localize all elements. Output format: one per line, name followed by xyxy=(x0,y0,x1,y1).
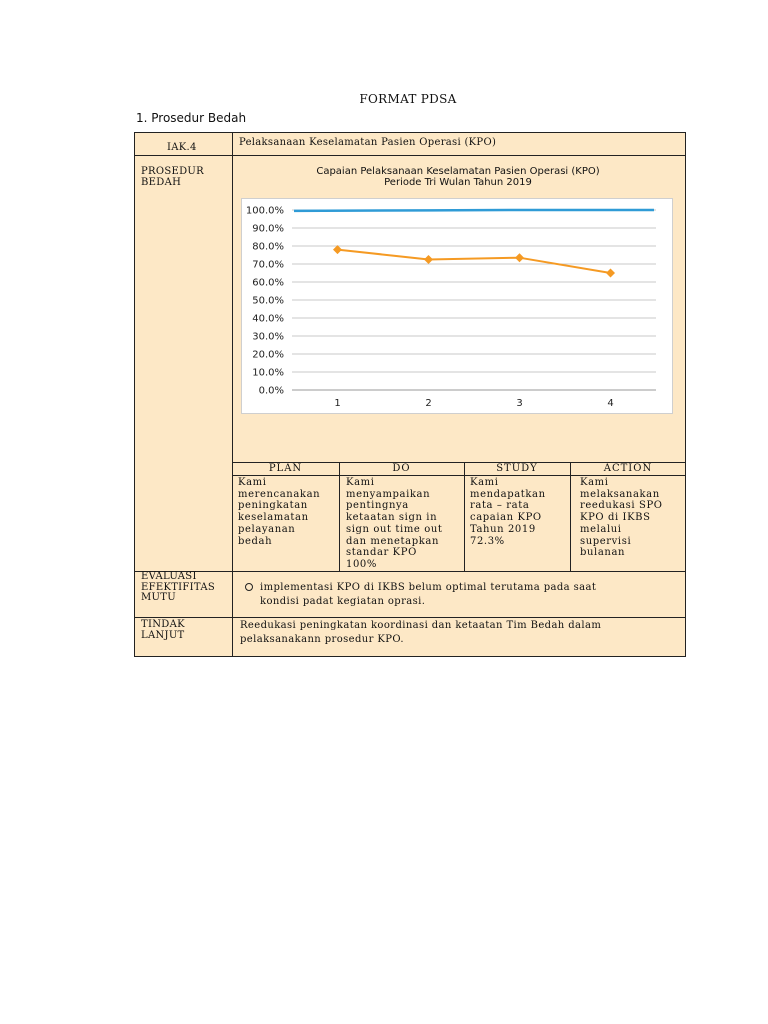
y-tick-label: 50.0% xyxy=(252,295,284,307)
y-tick-label: 60.0% xyxy=(252,277,284,289)
prosedur-label: BEDAH xyxy=(141,177,182,188)
table-divider xyxy=(339,462,340,572)
table-divider xyxy=(464,462,465,572)
section-heading: 1. Prosedur Bedah xyxy=(136,111,247,125)
chart-title: Capaian Pelaksanaan Keselamatan Pasien Operasi (KPO) xyxy=(316,166,600,177)
action-text: Kami melaksanakan reedukasi SPO KPO di IKBS melalui supervisi bulanan xyxy=(580,477,663,559)
table-divider xyxy=(570,462,571,572)
y-tick-label: 100.0% xyxy=(245,205,284,217)
x-tick-label: 1 xyxy=(334,398,341,409)
tindak-text: Reedukasi peningkatan koordinasi dan ketaatan Tim Bedah dalam pelaksanakann prosedur KPO. xyxy=(240,620,602,645)
page-title: FORMAT PDSA xyxy=(359,92,457,106)
table-divider xyxy=(232,132,233,657)
table-divider xyxy=(134,571,686,572)
y-tick-label: 80.0% xyxy=(252,241,284,253)
action-header: ACTION xyxy=(603,463,653,474)
evaluasi-text: implementasi KPO di IKBS belum optimal terutama pada saat kondisi padat kegiatan oprasi. xyxy=(260,582,597,607)
tindak-label: TINDAK LANJUT xyxy=(141,619,185,641)
y-tick-label: 10.0% xyxy=(252,367,284,379)
evaluasi-label: EVALUASI EFEKTIFITAS MUTU xyxy=(141,571,216,603)
y-tick-label: 30.0% xyxy=(252,331,284,343)
study-header: STUDY xyxy=(496,463,538,474)
x-tick-label: 3 xyxy=(516,398,523,409)
y-tick-label: 0.0% xyxy=(258,385,284,397)
y-tick-label: 90.0% xyxy=(252,223,284,235)
table-divider xyxy=(232,475,686,476)
bullet-icon xyxy=(245,583,253,591)
table-divider xyxy=(134,155,686,156)
y-tick-label: 70.0% xyxy=(252,259,284,271)
x-tick-label: 2 xyxy=(425,398,432,409)
iak-value: Pelaksanaan Keselamatan Pasien Operasi (KPO) xyxy=(239,137,497,148)
do-text: Kami menyampaikan pentingnya ketaatan sign in sign out time out dan menetapkan standar KPO 100% xyxy=(346,477,443,570)
study-text: Kami mendapatkan rata – rata capaian KPO Tahun 2019 72.3% xyxy=(470,477,546,547)
do-header: DO xyxy=(392,463,411,474)
prosedur-label: PROSEDUR xyxy=(141,166,204,177)
table-divider xyxy=(134,617,686,618)
y-tick-label: 40.0% xyxy=(252,313,284,325)
chart-subtitle: Periode Tri Wulan Tahun 2019 xyxy=(384,177,532,188)
plan-header: PLAN xyxy=(268,463,303,474)
plan-text: Kami merencanakan peningkatan keselamatan pelayanan bedah xyxy=(238,477,321,547)
chart-area xyxy=(241,198,673,414)
iak-label: IAK.4 xyxy=(167,142,197,153)
x-tick-label: 4 xyxy=(607,398,614,409)
y-tick-label: 20.0% xyxy=(252,349,284,361)
